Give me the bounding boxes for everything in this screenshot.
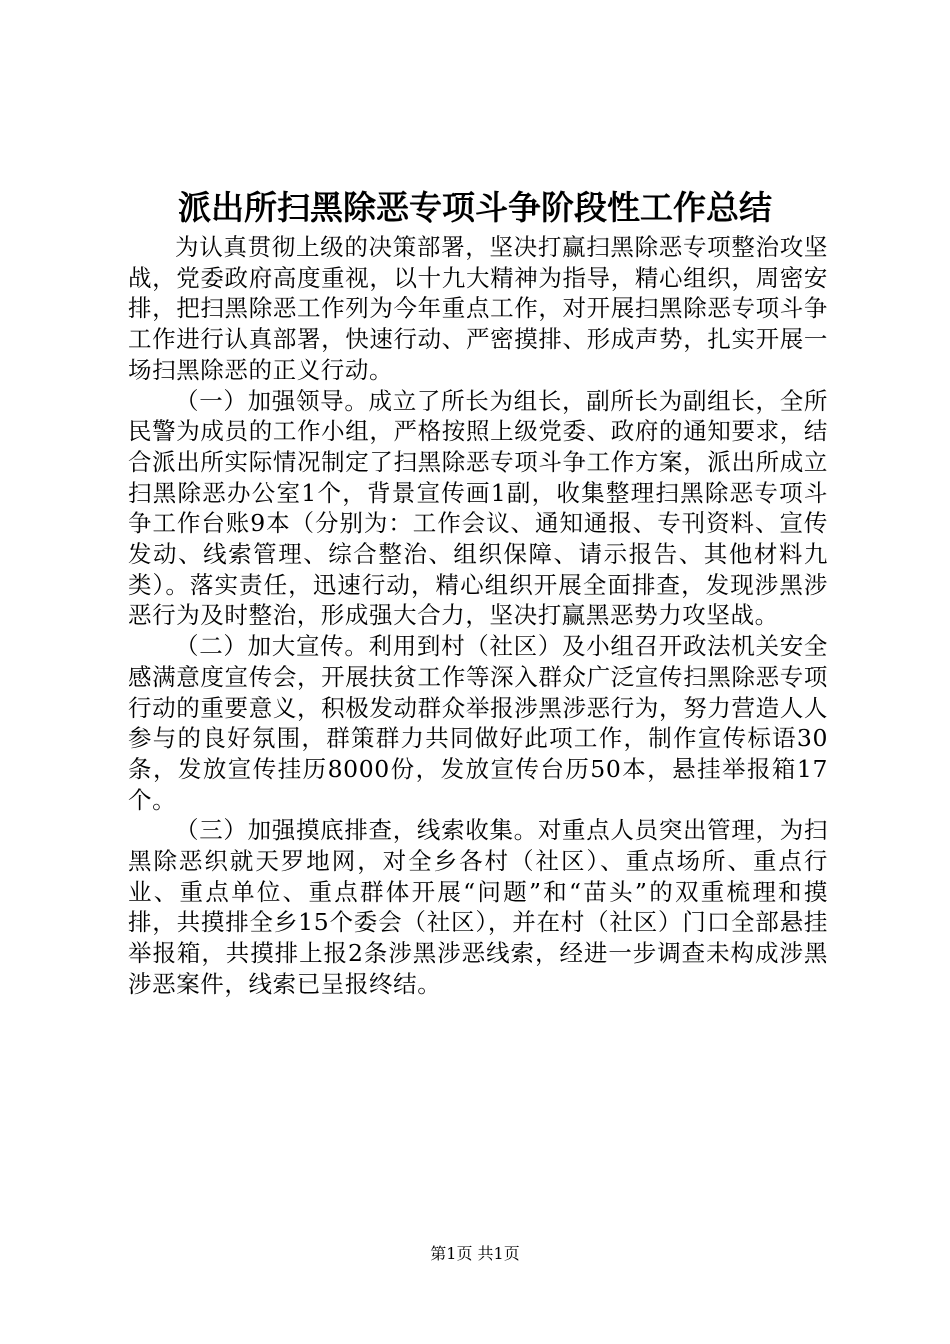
document-title: 派出所扫黑除恶专项斗争阶段性工作总结 — [178, 188, 772, 227]
paragraph-investigation: （三）加强摸底排查，线索收集。对重点人员突出管理，为扫黑除恶织就天罗地网，对全乡各村（社区）、重点场所、重点行业、重点单位、重点群体开展“问题”和“苗头”的双重梳理和摸排，共摸排全乡15个委会（社区），并在村（社区）门口全部悬挂举报箱，共摸排上报2条涉黑涉恶线索，经进一步调查未构成涉黑涉恶案件，线索已呈报终结。 — [128, 816, 828, 998]
paragraph-intro: 为认真贯彻上级的决策部署，坚决打赢扫黑除恶专项整治攻坚战，党委政府高度重视，以十九大精神为指导，精心组织，周密安排，把扫黑除恶工作列为今年重点工作，对开展扫黑除恶专项斗争工作进行认真部署，快速行动、严密摸排、形成声势，扎实开展一场扫黑除恶的正义行动。 — [128, 233, 828, 384]
paragraph-publicity: （二）加大宣传。利用到村（社区）及小组召开政法机关安全感满意度宣传会，开展扶贫工作等深入群众广泛宣传扫黑除恶专项行动的重要意义，积极发动群众举报涉黑涉恶行为，努力营造人人参与的良好氛围，群策群力共同做好此项工作，制作宣传标语30条，发放宣传挂历8000份，发放宣传台历50本，悬挂举报箱17个。 — [128, 632, 828, 814]
document-body — [128, 232, 828, 1000]
page-footer: 第1页 共1页 — [430, 1244, 520, 1263]
paragraph-leadership: （一）加强领导。成立了所长为组长，副所长为副组长，全所民警为成员的工作小组，严格按照上级党委、政府的通知要求，结合派出所实际情况制定了扫黑除恶专项斗争工作方案，派出所成立扫黑除恶办公室1个，背景宣传画1副，收集整理扫黑除恶专项斗争工作台账9本（分别为：工作会议、通知通报、专刊资料、宣传发动、线索管理、综合整治、组织保障、请示报告、其他材料九类）。落实责任，迅速行动，精心组织开展全面排查，发现涉黑涉恶行为及时整治，形成强大合力，坚决打赢黑恶势力攻坚战。 — [128, 386, 828, 630]
